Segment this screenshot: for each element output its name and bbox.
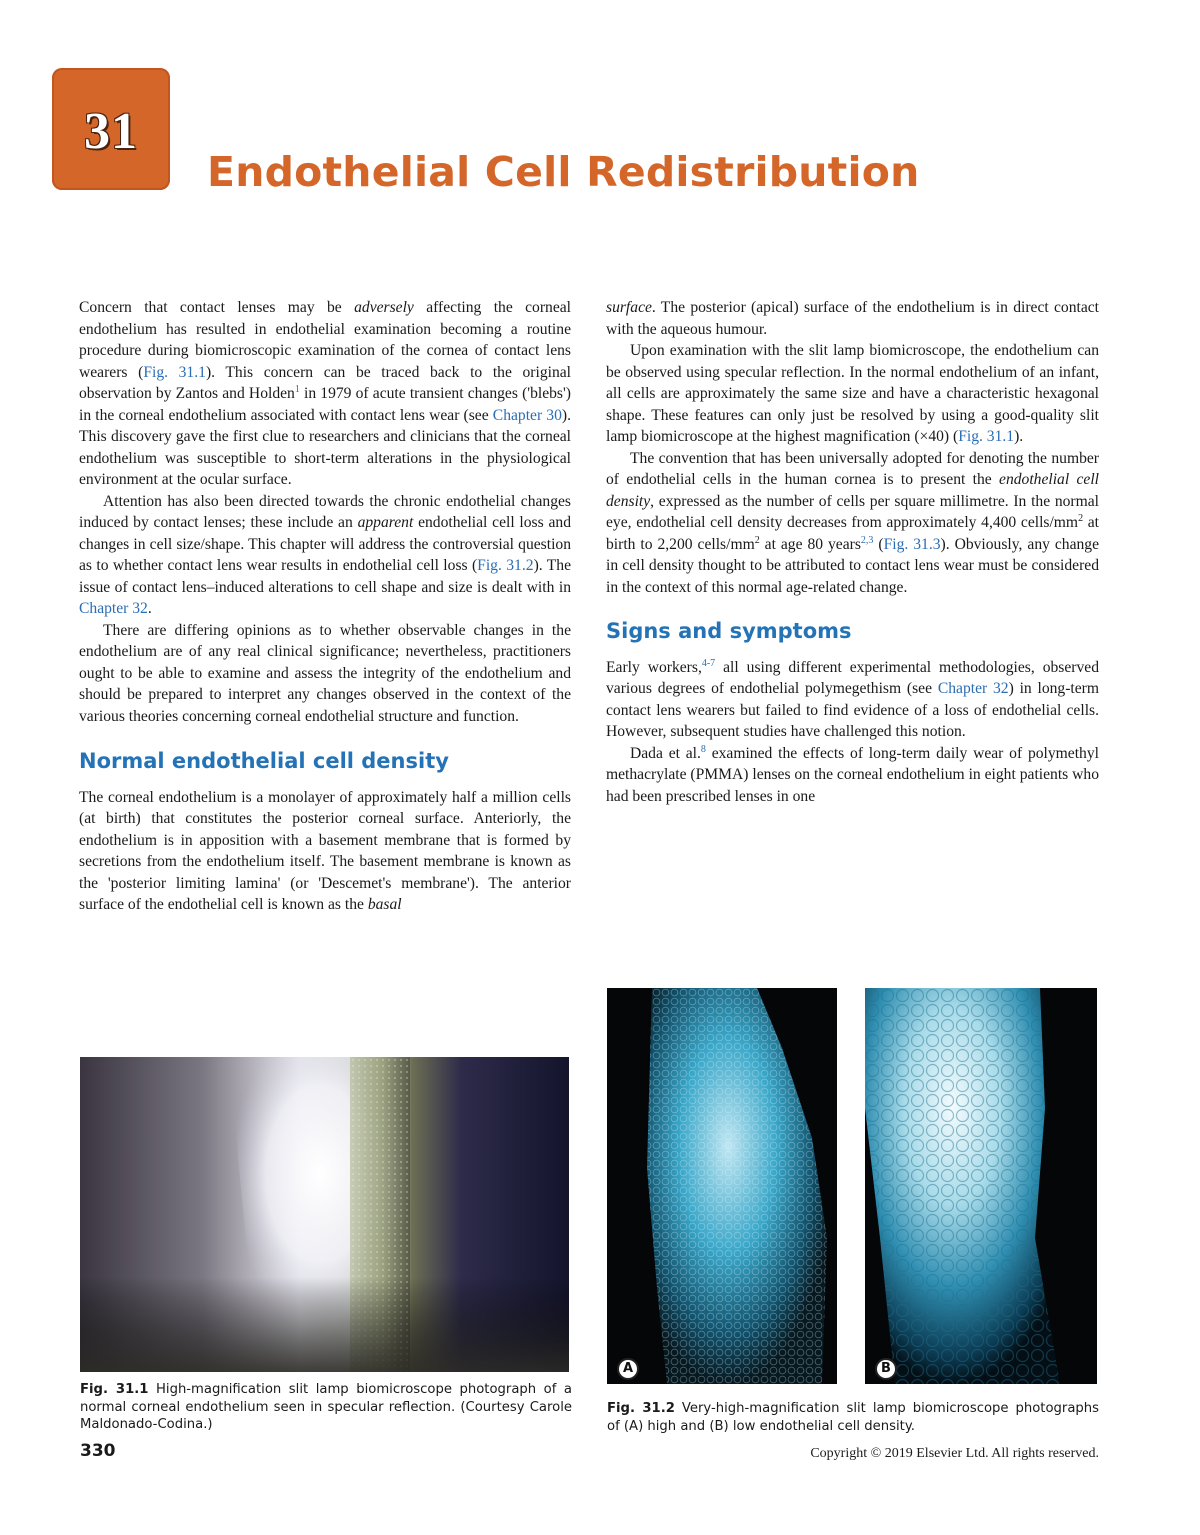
paragraph: There are differing opinions as to whether observable changes in the endothelium are of any real clinical significance; nevertheless, practitioners ought to be able to examine and assess the integrity of the endothelium and should be prepared to interpret any changes observed in the context of the various theories concerning corneal endothelial structure and function. bbox=[79, 621, 571, 725]
figure-31-2b-photo bbox=[865, 988, 1097, 1384]
paragraph: surface. The posterior (apical) surface of the endothelium is in direct contact with the aqueous humour. bbox=[606, 299, 1099, 338]
paragraph: Concern that contact lenses may be adversely affecting the corneal endothelium has resulted in endothelial examination becoming a routine procedure during biomicroscopic examination of the cornea of contact lens wearers (Fig. 31.1). This concern can be traced back to the original observation by Zantos and Holden$^1$ in 1979 of acute transient changes ('blebs') in the corneal endothelium associated with contact lens wear (see Chapter 30). This discovery gave the first clue to researchers and clinicians that the corneal endothelium was susceptible to short-term alterations in the physiological environment at the ocular surface. bbox=[79, 299, 572, 488]
figure-31-1-caption: Fig. 31.1 High-magnification slit lamp biomicroscope photograph of a normal corneal endothelium seen in specular reflection. (Courtesy Carole Maldonado-Codina.) bbox=[80, 1382, 572, 1432]
right-column bbox=[606, 297, 1099, 807]
section-heading: Signs and symptoms bbox=[606, 619, 852, 643]
chapter-number: 31 bbox=[84, 103, 138, 160]
reference-superscript[interactable]: 2,3 bbox=[860, 534, 874, 546]
figure-link[interactable]: Fig. 31.1 bbox=[958, 428, 1015, 445]
chapter-link[interactable]: Chapter 30 bbox=[492, 406, 562, 424]
chapter-number-badge bbox=[52, 68, 170, 190]
reference-superscript[interactable]: 4-7 bbox=[701, 657, 716, 669]
copyright-notice: Copyright © 2019 Elsevier Ltd. All rights reserved. bbox=[810, 1446, 1099, 1461]
reference-superscript[interactable]: 1 bbox=[294, 384, 300, 395]
chapter-title: Endothelial Cell Redistribution bbox=[207, 148, 920, 196]
page-number: 330 bbox=[80, 1441, 116, 1461]
paragraph: Early workers,$^{4-7}$ all using different experimental methodologies, observed various degrees of endothelial polymegethism (see Chapter 32) in long-term contact lens wearers but failed to find evidence of a loss of endothelial cells. However, subsequent studies have challenged this notion. bbox=[606, 657, 1099, 740]
endothelium-high-density-photo bbox=[607, 988, 837, 1384]
figure-link[interactable]: Fig. 31.3 bbox=[883, 535, 941, 553]
figure-31-2a-photo bbox=[607, 988, 837, 1384]
reference-superscript[interactable]: 8 bbox=[700, 743, 706, 755]
slit-lamp-photo bbox=[80, 1057, 569, 1372]
paragraph: Dada et al.$^8$ examined the effects of long-term daily wear of polymethyl methacrylate (PMMA) lenses on the corneal endothelium in eight patients who had been prescribed lenses in one bbox=[606, 743, 1099, 805]
paragraph: The convention that has been universally adopted for denoting the number of endothelial cells in the human cornea is to present the endothelial cell density, expressed as the number of cells per square millimetre. In the normal eye, endothelial cell density decreases from approximately 4,400 cells/$mm^2$ at birth to 2,200 cells/$mm^2$ at age 80 years$^{2,3}$ (Fig. 31.3). Obviously, any change in cell density thought to be attributed to contact lens wear must be considered in the context of this normal age-related change. bbox=[606, 449, 1100, 596]
figure-label-a: A bbox=[617, 1358, 639, 1380]
left-column bbox=[79, 297, 571, 916]
chapter-link[interactable]: Chapter 32 bbox=[79, 600, 148, 617]
chapter-link[interactable]: Chapter 32 bbox=[937, 680, 1009, 697]
section-heading: Normal endothelial cell density bbox=[79, 749, 449, 773]
paragraph: Attention has also been directed towards the chronic endothelial changes induced by contact lenses; these include an apparent endothelial cell loss and changes in cell size/shape. This chapter will address the controversial question as to whether contact lens wear results in endothelial cell loss (Fig. 31.2). The issue of contact lens–induced alterations to cell shape and size is dealt with in Chapter 32. bbox=[79, 492, 572, 617]
figure-31-1-photo bbox=[80, 1057, 569, 1372]
figure-link[interactable]: Fig. 31.2 bbox=[477, 557, 534, 574]
paragraph: Upon examination with the slit lamp biomicroscope, the endothelium can be observed using specular reflection. In the normal endothelium of an infant, all cells are approximately the same size and have a characteristic hexagonal shape. These features can only just be resolved by using a good-quality slit lamp biomicroscope at the highest magnification (×40) (Fig. 31.1). bbox=[606, 342, 1099, 445]
figure-label-b: B bbox=[875, 1358, 897, 1380]
endothelium-low-density-photo bbox=[865, 988, 1097, 1384]
figure-31-2-caption: Fig. 31.2 Very-high-magnification slit lamp biomicroscope photographs of (A) high and (B) low endothelial cell density. bbox=[607, 1401, 1099, 1434]
figure-link[interactable]: Fig. 31.1 bbox=[143, 363, 206, 381]
paragraph: The corneal endothelium is a monolayer of approximately half a million cells (at birth) that constitutes the posterior corneal surface. Anteriorly, the endothelium is in apposition with a basement membrane that is formed by secretions from the endothelium itself. The basement membrane is known as the 'posterior limiting lamina' (or 'Descemet's membrane'). The anterior surface of the endothelial cell is known as the basal bbox=[79, 788, 571, 913]
